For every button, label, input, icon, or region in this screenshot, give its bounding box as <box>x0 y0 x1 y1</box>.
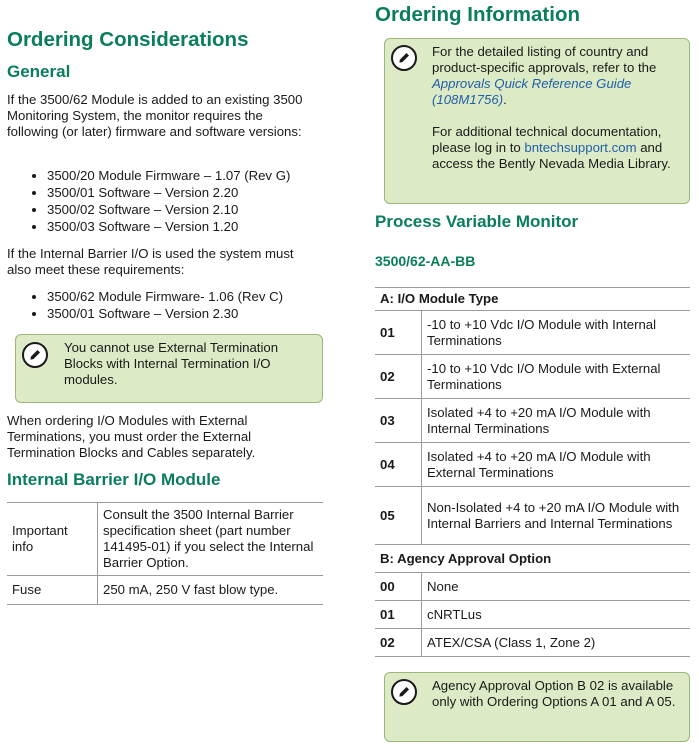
general-heading: General <box>7 62 71 81</box>
table-row <box>7 503 323 576</box>
section-b-heading: B: Agency Approval Option <box>375 545 690 573</box>
external-terminations-paragraph: When ordering I/O Modules with External Terminations, you must order the External Termination Blocks and Cables separately. <box>7 413 256 460</box>
table-row <box>375 545 690 573</box>
table-cell-label: Fuse <box>7 576 98 605</box>
ordering-options-table <box>375 287 690 657</box>
barrier-firmware-list <box>7 288 367 322</box>
termination-note-text: You cannot use External Termination Blocks with Internal Termination I/O modules. <box>64 340 279 387</box>
table-cell-label: Important info <box>7 503 98 576</box>
internal-barrier-table <box>7 502 323 605</box>
option-description: Isolated +4 to +20 mA I/O Module with External Terminations <box>422 443 691 487</box>
list-item: • 3500/01 Software – Version 2.30 <box>47 305 367 322</box>
table-row <box>375 629 690 657</box>
table-row <box>375 311 690 355</box>
list-item: • 3500/03 Software – Version 1.20 <box>47 218 367 235</box>
table-row <box>375 399 690 443</box>
option-code: 01 <box>375 311 422 355</box>
option-description: Isolated +4 to +20 mA I/O Module with Internal Terminations <box>422 399 691 443</box>
table-cell-value: Consult the 3500 Internal Barrier specification sheet (part number 141495-01) if you select the Internal Barrier Option. <box>98 503 324 576</box>
process-variable-monitor-heading: Process Variable Monitor <box>375 212 579 231</box>
option-code: 02 <box>375 629 422 657</box>
option-code: 03 <box>375 399 422 443</box>
pencil-icon <box>391 679 417 705</box>
table-cell-value: 250 mA, 250 V fast blow type. <box>98 576 324 605</box>
ordering-info-note <box>384 38 690 204</box>
list-item: • 3500/62 Module Firmware- 1.06 (Rev C) <box>47 288 367 305</box>
option-description: cNRTLus <box>422 601 691 629</box>
option-code: 00 <box>375 573 422 601</box>
agency-approval-note-text: Agency Approval Option B 02 is available only with Ordering Options A 01 and A 05. <box>432 678 676 709</box>
note-text: For additional technical documentation, please log in to <box>432 124 662 155</box>
note-text: . <box>503 92 507 107</box>
table-row <box>375 487 690 545</box>
table-row <box>375 573 690 601</box>
pencil-icon <box>22 342 48 368</box>
termination-note <box>15 334 323 403</box>
table-row <box>375 288 690 311</box>
note-text: and access the Bently Nevada Media Library. <box>432 140 671 171</box>
option-code: 05 <box>375 487 422 545</box>
ordering-info-note-text <box>432 44 684 172</box>
general-paragraph: If the 3500/62 Module is added to an existing 3500 Monitoring System, the monitor requires the following (or later) firmware and software versions: <box>7 92 303 139</box>
list-item: • 3500/20 Module Firmware – 1.07 (Rev G) <box>47 167 367 184</box>
agency-approval-note <box>384 672 690 742</box>
note-text: For the detailed listing of country and product-specific approvals, refer to the <box>432 44 657 75</box>
barrier-requirements-paragraph: If the Internal Barrier I/O is used the system must also meet these requirements: <box>7 246 294 277</box>
bntechsupport-link[interactable]: bntechsupport.com <box>524 140 637 155</box>
option-code: 02 <box>375 355 422 399</box>
option-code: 04 <box>375 443 422 487</box>
option-description: ATEX/CSA (Class 1, Zone 2) <box>422 629 691 657</box>
list-item: • 3500/02 Software – Version 2.10 <box>47 201 367 218</box>
table-row <box>375 601 690 629</box>
table-row <box>375 355 690 399</box>
option-description: None <box>422 573 691 601</box>
table-row <box>7 576 323 605</box>
section-a-heading: A: I/O Module Type <box>375 288 690 311</box>
ordering-information-title: Ordering Information <box>375 3 580 26</box>
part-number: 3500/62-AA-BB <box>375 253 476 269</box>
approvals-guide-link[interactable]: Approvals Quick Reference Guide (108M1756) <box>432 76 632 107</box>
list-item: • 3500/01 Software – Version 2.20 <box>47 184 367 201</box>
option-code: 01 <box>375 601 422 629</box>
pencil-icon <box>391 45 417 71</box>
general-firmware-list <box>7 167 367 235</box>
internal-barrier-heading: Internal Barrier I/O Module <box>7 470 221 489</box>
table-row <box>375 443 690 487</box>
option-description: Non-Isolated +4 to +20 mA I/O Module with Internal Barriers and Internal Terminations <box>422 487 691 545</box>
ordering-considerations-title: Ordering Considerations <box>7 28 249 51</box>
option-description: -10 to +10 Vdc I/O Module with External Terminations <box>422 355 691 399</box>
option-description: -10 to +10 Vdc I/O Module with Internal Terminations <box>422 311 691 355</box>
